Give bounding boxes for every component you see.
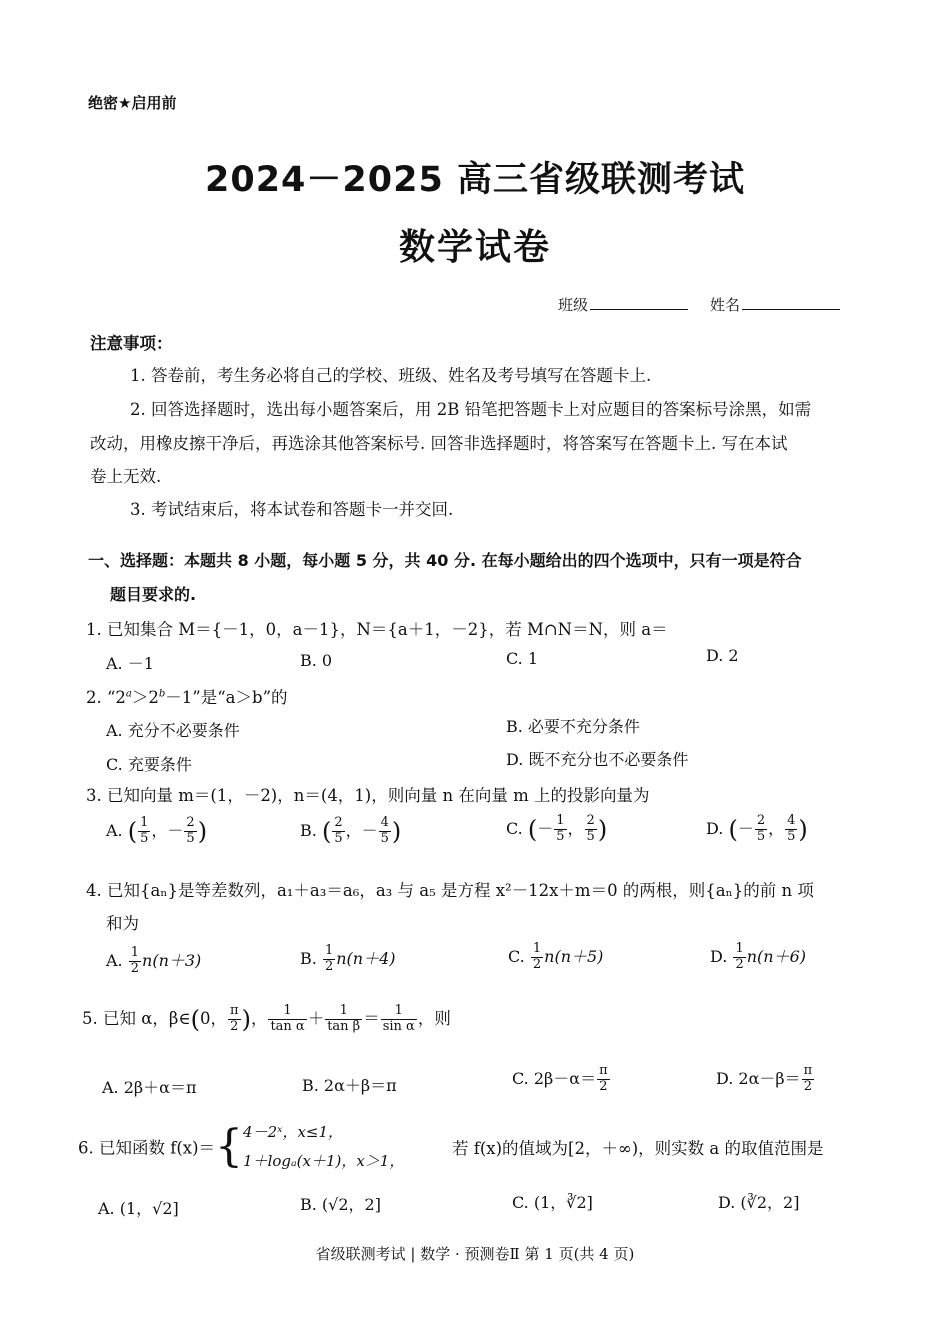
fraction: $\frac{1}{2}$ bbox=[130, 945, 140, 976]
q1-option-b: B. 0 bbox=[300, 651, 333, 670]
class-blank bbox=[590, 295, 688, 310]
q5-option-b: B. 2α＋β＝π bbox=[302, 1076, 397, 1095]
fraction: $\frac{2}{5}$ bbox=[756, 813, 766, 844]
q4-option-b: B. $\frac{1}{2}$ n(n＋4) bbox=[300, 943, 396, 974]
question-6-stem-suffix: 若 f(x)的值域为[2，＋∞)，则实数 a 的取值范围是 bbox=[452, 1139, 824, 1158]
secret-label: 绝密★启用前 bbox=[88, 94, 177, 112]
piecewise-cases: 4－2ˣ，x≤1， 1＋logₐ(x＋1)，x＞1， bbox=[243, 1123, 405, 1170]
fraction: $\frac{1}{\text{sin α}}$ bbox=[382, 1003, 415, 1034]
notice-item-2-line1: 2. 回答选择题时，选出每小题答案后，用 2B 铅笔把答题卡上对应题目的答案标号涂黑，如需 bbox=[130, 400, 812, 419]
question-4-stem-line2: 和为 bbox=[106, 914, 139, 933]
question-2-stem: 2. “$2^a>2^b-1$”是“a＞b”的 bbox=[86, 688, 288, 707]
piecewise-brace: { bbox=[215, 1120, 244, 1172]
q1-option-c: C. 1 bbox=[506, 649, 539, 668]
class-label: 班级 bbox=[558, 296, 589, 314]
question-1-stem: 1. 已知集合 M＝{－1，0，a－1}，N＝{a＋1，－2}，若 M∩N＝N，则 a＝ bbox=[86, 620, 668, 639]
fraction: $\frac{1}{5}$ bbox=[140, 815, 149, 846]
q4-option-c: C. $\frac{1}{2}$ n(n＋5) bbox=[508, 941, 604, 972]
name-field bbox=[710, 294, 840, 315]
fraction: $\frac{2}{5}$ bbox=[586, 813, 595, 844]
question-4-stem-line1: 4. 已知{aₙ}是等差数列，a₁＋a₃＝a₆，a₃ 与 a₅ 是方程 x²－12x＋m＝0 的两根，则{aₙ}的前 n 项 bbox=[86, 881, 814, 900]
fraction: $\frac{1}{2}$ bbox=[324, 943, 334, 974]
fraction: $\frac{4}{5}$ bbox=[380, 815, 389, 846]
q4-option-a: A. $\frac{1}{2}$ n(n＋3) bbox=[106, 945, 202, 976]
q5-option-a: A. 2β＋α＝π bbox=[102, 1078, 197, 1097]
q3-option-d: D. (－ $\frac{2}{5}$ ， $\frac{4}{5}$ ) bbox=[706, 813, 808, 844]
name-label: 姓名 bbox=[710, 296, 741, 314]
q4-option-d: D. $\frac{1}{2}$ n(n＋6) bbox=[710, 941, 806, 972]
fraction: $\frac{\pi}{2}$ bbox=[803, 1063, 813, 1094]
fraction: $\frac{1}{2}$ bbox=[532, 941, 542, 972]
q3-option-a: A. ( $\frac{1}{5}$ ，－ $\frac{2}{5}$ ) bbox=[106, 815, 208, 846]
fraction: $\frac{4}{5}$ bbox=[787, 813, 796, 844]
question-3-stem: 3. 已知向量 m＝(1，－2)，n＝(4，1)，则向量 n 在向量 m 上的投影向量为 bbox=[86, 786, 650, 805]
subject-title: 数学试卷 bbox=[398, 227, 551, 268]
page-footer: 省级联测考试 | 数学 · 预测卷Ⅱ 第 1 页(共 4 页) bbox=[315, 1245, 635, 1263]
notice-item-2-line2: 改动，用橡皮擦干净后，再选涂其他答案标号. 回答非选择题时，将答案写在答题卡上. 写在本试 bbox=[90, 434, 788, 453]
question-5-stem: 5. 已知 α，β∈(0， $\frac{\pi}{2}$ )， $\frac{1}{\text{tan α}}$ ＋ $\frac{1}{\text{tan β}}$ ＝ $\frac{1}{\text{sin α}}$ ，则 bbox=[82, 1003, 451, 1034]
q2-option-c: C. 充要条件 bbox=[106, 755, 192, 774]
q1-option-a: A. －1 bbox=[106, 654, 154, 673]
name-blank bbox=[742, 295, 840, 310]
fraction: $\frac{2}{5}$ bbox=[186, 815, 195, 846]
fraction: $\frac{\pi}{2}$ bbox=[599, 1063, 608, 1094]
q5-option-c: C. 2β－α＝ $\frac{\pi}{2}$ bbox=[512, 1063, 608, 1094]
q5-option-d: D. 2α－β＝ $\frac{\pi}{2}$ bbox=[716, 1063, 813, 1094]
q2-option-d: D. 既不充分也不必要条件 bbox=[506, 750, 689, 769]
notice-item-2-line3: 卷上无效. bbox=[90, 467, 162, 486]
q6-option-a: A. (1，√2] bbox=[98, 1199, 179, 1218]
exam-title: 2024－2025 高三省级联测考试 bbox=[204, 160, 745, 200]
q6-option-d: D. (∛2，2] bbox=[718, 1193, 800, 1212]
q1-option-d: D. 2 bbox=[706, 646, 739, 665]
fraction: $\frac{2}{5}$ bbox=[334, 815, 343, 846]
fraction: $\frac{\pi}{2}$ bbox=[230, 1003, 239, 1034]
notice-item-1: 1. 答卷前，考生务必将自己的学校、班级、姓名及考号填写在答题卡上. bbox=[130, 366, 652, 385]
q6-option-b: B. (√2，2] bbox=[300, 1195, 381, 1214]
fraction: $\frac{1}{5}$ bbox=[556, 813, 565, 844]
notice-heading: 注意事项： bbox=[90, 334, 173, 353]
class-field bbox=[558, 294, 688, 315]
q2-option-b: B. 必要不充分条件 bbox=[506, 717, 640, 736]
section-heading-line2: 题目要求的. bbox=[110, 585, 197, 604]
question-6-stem: 6. 已知函数 f(x)＝{ 4－2ˣ，x≤1， 1＋logₐ(x＋1)，x＞1， bbox=[78, 1118, 404, 1175]
fraction: $\frac{1}{2}$ bbox=[735, 941, 744, 972]
fraction: $\frac{1}{\text{tan α}}$ bbox=[270, 1003, 305, 1034]
q2-option-a: A. 充分不必要条件 bbox=[106, 721, 240, 740]
q3-option-c: C. (－ $\frac{1}{5}$ ， $\frac{2}{5}$ ) bbox=[506, 813, 608, 844]
notice-item-3: 3. 考试结束后，将本试卷和答题卡一并交回. bbox=[130, 500, 454, 519]
q3-option-b: B. ( $\frac{2}{5}$ ，－ $\frac{4}{5}$ ) bbox=[300, 815, 402, 846]
q6-option-c: C. (1，∛2] bbox=[512, 1193, 593, 1212]
fraction: $\frac{1}{\text{tan β}}$ bbox=[327, 1003, 361, 1034]
section-heading-line1: 一、选择题：本题共 8 小题，每小题 5 分，共 40 分. 在每小题给出的四个选项中，只有一项是符合 bbox=[88, 551, 802, 570]
